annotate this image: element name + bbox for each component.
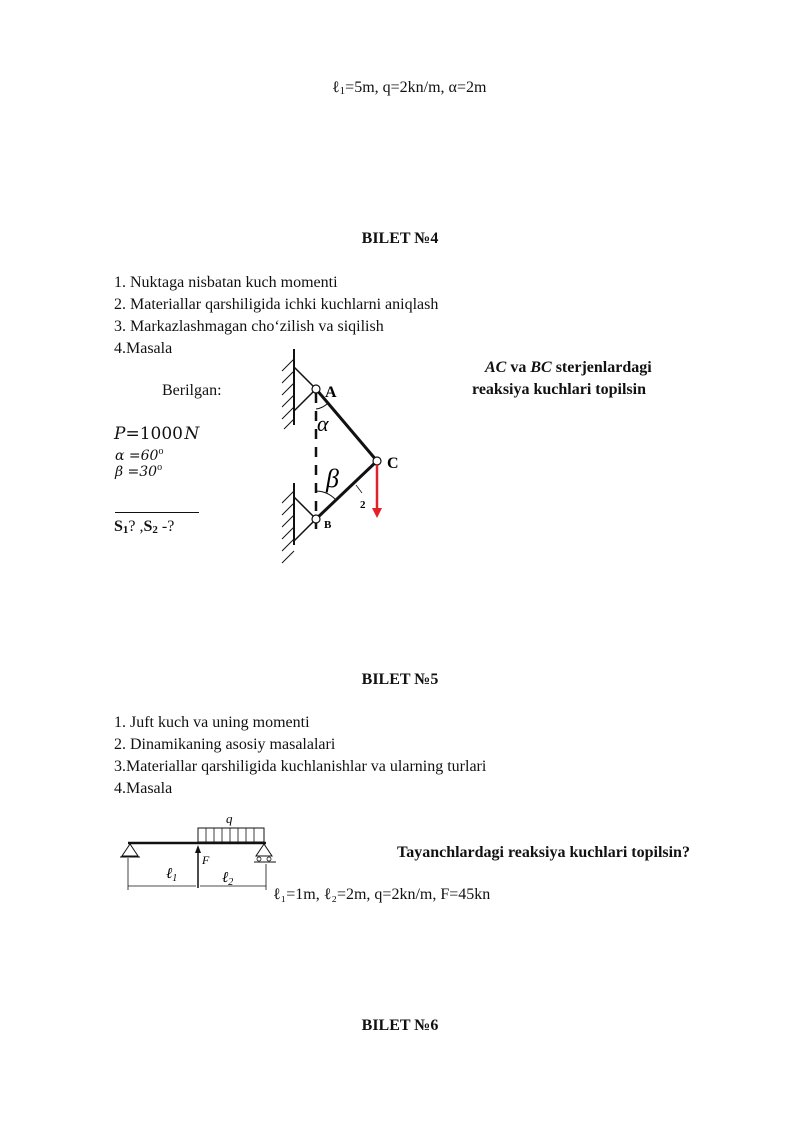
bilet4-question-3: 3. Markazlashmagan cho‘zilish va siqilish	[114, 318, 384, 335]
bilet6-title: BILET №6	[361, 1017, 439, 1034]
bilet5-question-4: 4.Masala	[114, 780, 173, 797]
p-value: =1000	[125, 424, 183, 444]
bilet4-question-4: 4.Masala	[114, 340, 173, 357]
label-2: 2	[360, 499, 366, 511]
p-symbol: P	[114, 424, 126, 444]
distributed-load-lines	[206, 828, 254, 842]
s2-subscript: 2	[152, 524, 158, 536]
truss-diagram	[270, 345, 430, 570]
rod-ac: AC	[485, 359, 507, 376]
task-line1-end: sterjenlardagi	[551, 359, 652, 376]
bilet4-title: BILET №4	[361, 230, 439, 247]
beta-degree: o	[157, 462, 163, 473]
alpha-arc	[316, 403, 328, 409]
bilet5-question-1: 1. Juft kuch va uning momenti	[114, 714, 310, 731]
s2-symbol: S	[143, 518, 153, 535]
label-l2: ℓ$_2$	[222, 870, 234, 888]
l-subscript: 1	[339, 85, 346, 97]
beam-diagram	[118, 808, 288, 898]
force-f-arrowhead	[195, 845, 201, 853]
right-roller-2	[267, 857, 271, 861]
top-given-rest: =5m, q=2kn/m, α=2m	[345, 79, 487, 96]
right-support	[256, 844, 272, 856]
label-beta: β	[326, 464, 339, 493]
label-c: C	[387, 455, 399, 472]
l-symbol: ℓ	[332, 79, 340, 96]
given-beta	[115, 462, 162, 481]
top-given-line	[332, 79, 486, 97]
s1-symbol: S	[114, 518, 123, 535]
bilet4-task-line1	[485, 359, 652, 377]
bilet4-question-2: 2. Materiallar qarshiligida ichki kuchlarni aniqlash	[114, 296, 439, 313]
unknowns-line	[114, 518, 174, 536]
beta-value: β =30	[115, 464, 158, 480]
alpha-value: α =60	[115, 448, 159, 464]
bilet4-question-1: 1. Nuktaga nisbatan kuch momenti	[114, 274, 338, 291]
joint-a	[312, 385, 320, 393]
bilet5-task: Tayanchlardagi reaksiya kuchlari topilsin?	[397, 844, 690, 861]
label-q: q	[226, 811, 233, 826]
force-p-arrowhead	[372, 508, 382, 518]
joint-c	[373, 457, 381, 465]
given-p	[114, 424, 199, 444]
given-divider	[115, 512, 199, 513]
upper-wall-hatch	[282, 359, 294, 429]
joint-b	[312, 515, 320, 523]
lower-wall-hatch	[282, 491, 294, 563]
label-f: F	[202, 853, 210, 867]
bilet5-question-list	[114, 712, 486, 800]
rod-bc: BC	[530, 359, 552, 376]
left-support	[122, 844, 138, 856]
bilet5-title: BILET №5	[361, 671, 439, 688]
label-alpha: α	[317, 411, 329, 436]
right-roller-1	[257, 857, 261, 861]
label-a: A	[325, 384, 337, 401]
bilet4-task-line2: reaksiya kuchlari topilsin	[472, 381, 646, 398]
alpha-degree: o	[158, 446, 164, 457]
unknowns-mid: ? ,	[128, 518, 144, 535]
label-l1: ℓ$_1$	[166, 866, 178, 884]
p-unit: N	[184, 424, 200, 444]
bilet5-question-2: 2. Dinamikaning asosiy masalalari	[114, 736, 336, 753]
bilet5-given-line: ℓ₁=1m, ℓ₂=2m, q=2kn/m, F=45kn	[273, 886, 491, 903]
task-va: va	[506, 359, 531, 376]
unknowns-end: -?	[157, 518, 175, 535]
rod-2-marker	[356, 485, 362, 493]
label-b: B	[324, 519, 332, 531]
given-label: Berilgan:	[162, 382, 222, 399]
bilet5-question-3: 3.Materiallar qarshiligida kuchlanishlar va ularning turlari	[114, 758, 487, 775]
s1-subscript: 1	[122, 524, 129, 536]
